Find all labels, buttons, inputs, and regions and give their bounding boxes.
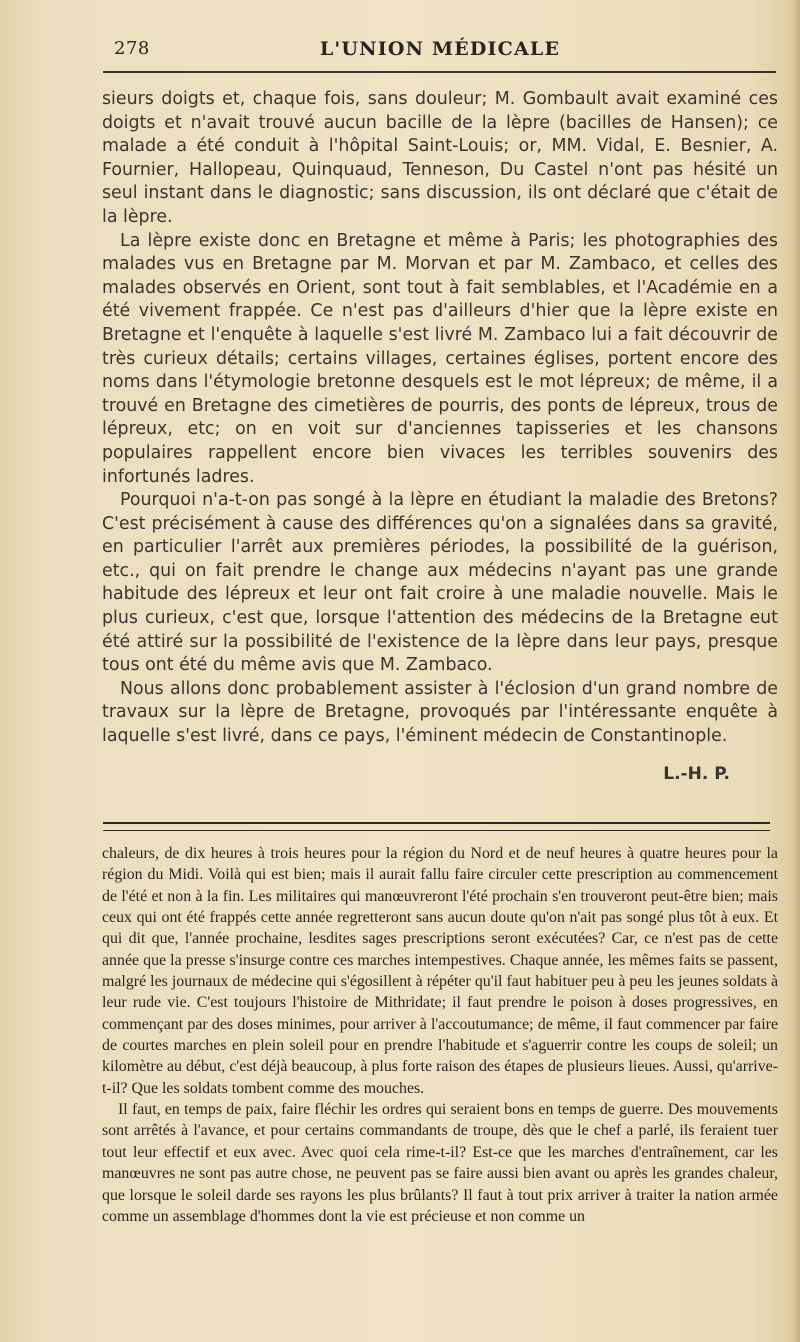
footnote-separator — [103, 822, 770, 831]
running-title: L'UNION MÉDICALE — [319, 38, 561, 60]
footnote-paragraph: chaleurs, de dix heures à trois heures pour la région du Nord et de neuf heures à quatre heures pour la région du Midi. Voilà qui est bien; mais il aurait fallu faire circuler cette prescription au commencement de l'été et non à la fin. Les militaires qui manœuvreront l'été prochain s'en trouveront peut-être bien; mais ceux qui ont été frappés cette année regretteront sans aucun doute qu'on n'ait pas songé plus tôt à eux. Et qui dit que, l'année prochaine, lesdites sages prescriptions seront exécutées? Car, ce n'est pas de cette année que la presse s'insurge contre ces marches intempestives. Chaque année, les mêmes faits se passent, malgré les journaux de médecine qui s'égosillent à répéter qu'il faut habituer peu à peu les jeunes soldats à leur rude vie. C'est toujours l'histoire de Mithridate; il faut prendre le poison à doses progressives, en commençant par des doses minimes, pour arriver à l'accoutumance; de même, il faut commencer par faire de courtes marches en plein soleil pour en prendre l'habitude et s'aguerrir contre les coups de soleil; un kilomètre au début, c'est déjà beaucoup, à plus forte raison des étapes de plusieurs lieues. Aussi, qu'arrive-t-il? Que les soldats tombent comme des mouches. — [102, 845, 778, 1097]
page-number: 278 — [114, 38, 150, 59]
author-signature: L.-H. P. — [663, 764, 730, 784]
footnote-text — [102, 843, 778, 1227]
page-edge-shadow — [792, 0, 800, 1342]
article-body — [102, 88, 778, 749]
article-paragraph: sieurs doigts et, chaque fois, sans douleur; M. Gombault avait examiné ces doigts et n'avait trouvé aucun bacille de la lèpre (bacilles de Hansen); ce malade a été conduit à l'hôpital Saint-Louis; or, MM. Vidal, E. Besnier, A. Fournier, Hallopeau, Quinquaud, Tenneson, Du Castel n'ont pas hésité un seul instant dans le diagnostic; sans discussion, ils ont déclaré que c'était de la lèpre. — [102, 89, 778, 227]
page-header — [102, 38, 778, 68]
header-rule — [103, 71, 776, 73]
article-paragraph: Pourquoi n'a-t-on pas songé à la lèpre en étudiant la maladie des Bretons? C'est précisément à cause des différences qu'on a signalées dans sa gravité, en particulier l'arrêt aux premières périodes, la possibilité de la guérison, etc., qui on fait prendre le change aux médecins n'ayant pas une grande habitude des lépreux et leur ont fait croire à une maladie nouvelle. Mais le plus curieux, c'est que, lorsque l'attention des médecins de la Bretagne eut été attiré sur la possibilité de l'existence de la lèpre dans leur pays, presque tous ont été du même avis que M. Zambaco. — [102, 490, 778, 676]
footnote-paragraph: Il faut, en temps de paix, faire fléchir les ordres qui seraient bons en temps de guerre. Des mouvements sont arrêtés à l'avance, et pour certains commandants de troupe, dès que le chef a parlé, ils feraient tuer tout leur effectif et eux avec. Avec quoi cela rime-t-il? Est-ce que les marches d'entraînement, car les manœuvres ne sont pas autre chose, ne peuvent pas se faire aussi bien avant ou après les grandes chaleur, que lorsque le soleil darde ses rayons les plus brûlants? Il faut à tout prix arriver à traiter la nation armée comme un assemblage d'hommes dont la vie est précieuse et non comme un — [102, 1101, 778, 1225]
article-paragraph: Nous allons donc probablement assister à l'éclosion d'un grand nombre de travaux sur la lèpre de Bretagne, provoqués par l'intéressante enquête à laquelle s'est livré, dans ce pays, l'éminent médecin de Constantinople. — [102, 678, 778, 747]
article-paragraph: La lèpre existe donc en Bretagne et même à Paris; les photographies des malades vus en Bretagne par M. Morvan et par M. Zambaco, et celles des malades observés en Orient, sont tout à fait semblables, et l'Académie en a été vivement frappée. Ce n'est pas d'ailleurs d'hier que la lèpre existe en Bretagne et l'enquête à laquelle s'est livré M. Zambaco lui a fait découvrir de très curieux détails; certains villages, certaines églises, portent encore des noms dans l'étymologie bretonne desquels est le mot lépreux; de même, il a trouvé en Bretagne des cimetières de pourris, des ponts de lépreux, trous de lépreux, etc; on en voit sur d'anciennes tapisseries et les chansons populaires rappellent encore bien vivaces les terribles souvenirs des infortunés ladres. — [102, 230, 778, 487]
